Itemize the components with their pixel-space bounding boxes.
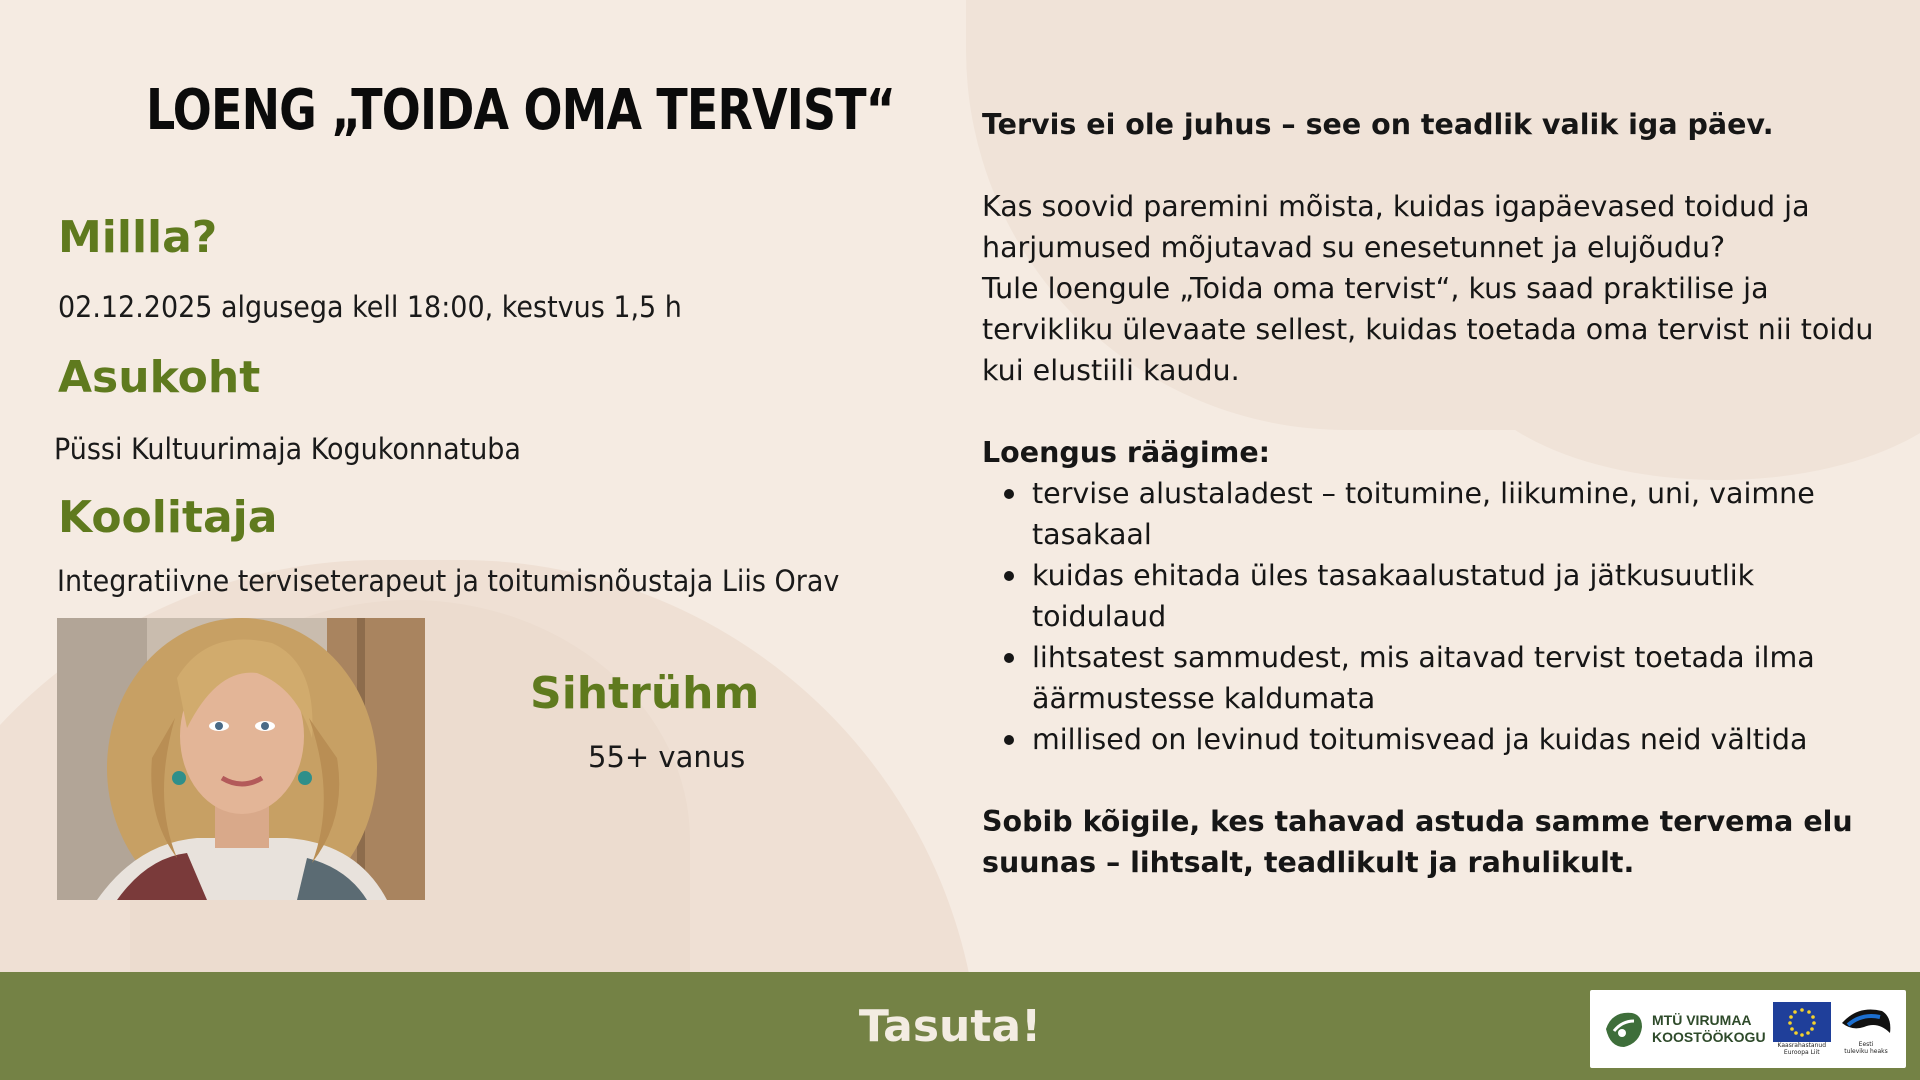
list-item: tervise alustaladest – toitumine, liikumine, uni, vaimne tasakaal xyxy=(982,473,1882,555)
free-label: Tasuta! xyxy=(858,1000,1042,1052)
page-title: LOENG „TOIDA OMA TERVIST“ xyxy=(146,78,896,143)
trainer-heading: Koolitaja xyxy=(58,492,278,543)
trainer-text: Integratiivne terviseterapeut ja toitumisnõustaja Liis Orav xyxy=(57,564,840,598)
eu-caption-line1: Kaasrahastanud xyxy=(1777,1042,1827,1049)
description-paragraph-2: Tule loengule „Toida oma tervist“, kus saad praktilise ja tervikliku ülevaate sellest, kuidas toetada oma tervist nii toidu kui elustiili kaudu. xyxy=(982,272,1874,387)
target-group-heading: Sihtrühm xyxy=(530,668,760,719)
description-paragraph-1: Kas soovid paremini mõista, kuidas igapäevased toidud ja harjumused mõjutavad su enesetunnet ja elujõudu? xyxy=(982,190,1810,264)
eu-caption-line2: Euroopa Liit xyxy=(1783,1049,1820,1056)
estonia-caption-line2: tuleviku heaks xyxy=(1844,1048,1888,1055)
mtu-name-line1: MTÜ VIRUMAA xyxy=(1652,1012,1752,1028)
intro-text: Tervis ei ole juhus – see on teadlik valik iga päev. xyxy=(982,108,1774,141)
estonia-logo xyxy=(1838,1003,1894,1055)
mtu-logo xyxy=(1602,1007,1766,1051)
leaf-icon xyxy=(1602,1007,1646,1051)
when-heading: Millla? xyxy=(58,212,218,263)
location-text: Püssi Kultuurimaja Kogukonnatuba xyxy=(54,432,521,466)
estonia-swallow-icon xyxy=(1838,1003,1894,1041)
closing-text: Sobib kõigile, kes tahavad astuda samme tervema elu suunas – lihtsalt, teadlikult ja rahulikult. xyxy=(982,805,1853,879)
when-text: 02.12.2025 algusega kell 18:00, kestvus 1,5 h xyxy=(58,290,682,324)
eu-flag-icon xyxy=(1773,1002,1831,1042)
list-item: millised on levinud toitumisvead ja kuidas neid vältida xyxy=(982,719,1882,760)
trainer-photo xyxy=(57,618,425,900)
target-group-text: 55+ vanus xyxy=(588,740,746,774)
estonia-caption-line1: Eesti xyxy=(1858,1041,1874,1048)
topics-list xyxy=(982,473,1882,760)
topics-heading: Loengus räägime: xyxy=(982,436,1271,469)
list-item: kuidas ehitada üles tasakaalustatud ja jätkusuutlik toidulaud xyxy=(982,555,1882,637)
description-column xyxy=(982,104,1882,883)
mtu-name-line2: KOOSTÖÖKOGU xyxy=(1652,1029,1766,1045)
list-item: lihtsatest sammudest, mis aitavad tervist toetada ilma äärmustesse kaldumata xyxy=(982,637,1882,719)
location-heading: Asukoht xyxy=(58,352,261,403)
eu-logo xyxy=(1773,1002,1831,1056)
sponsor-logos xyxy=(1590,990,1906,1068)
